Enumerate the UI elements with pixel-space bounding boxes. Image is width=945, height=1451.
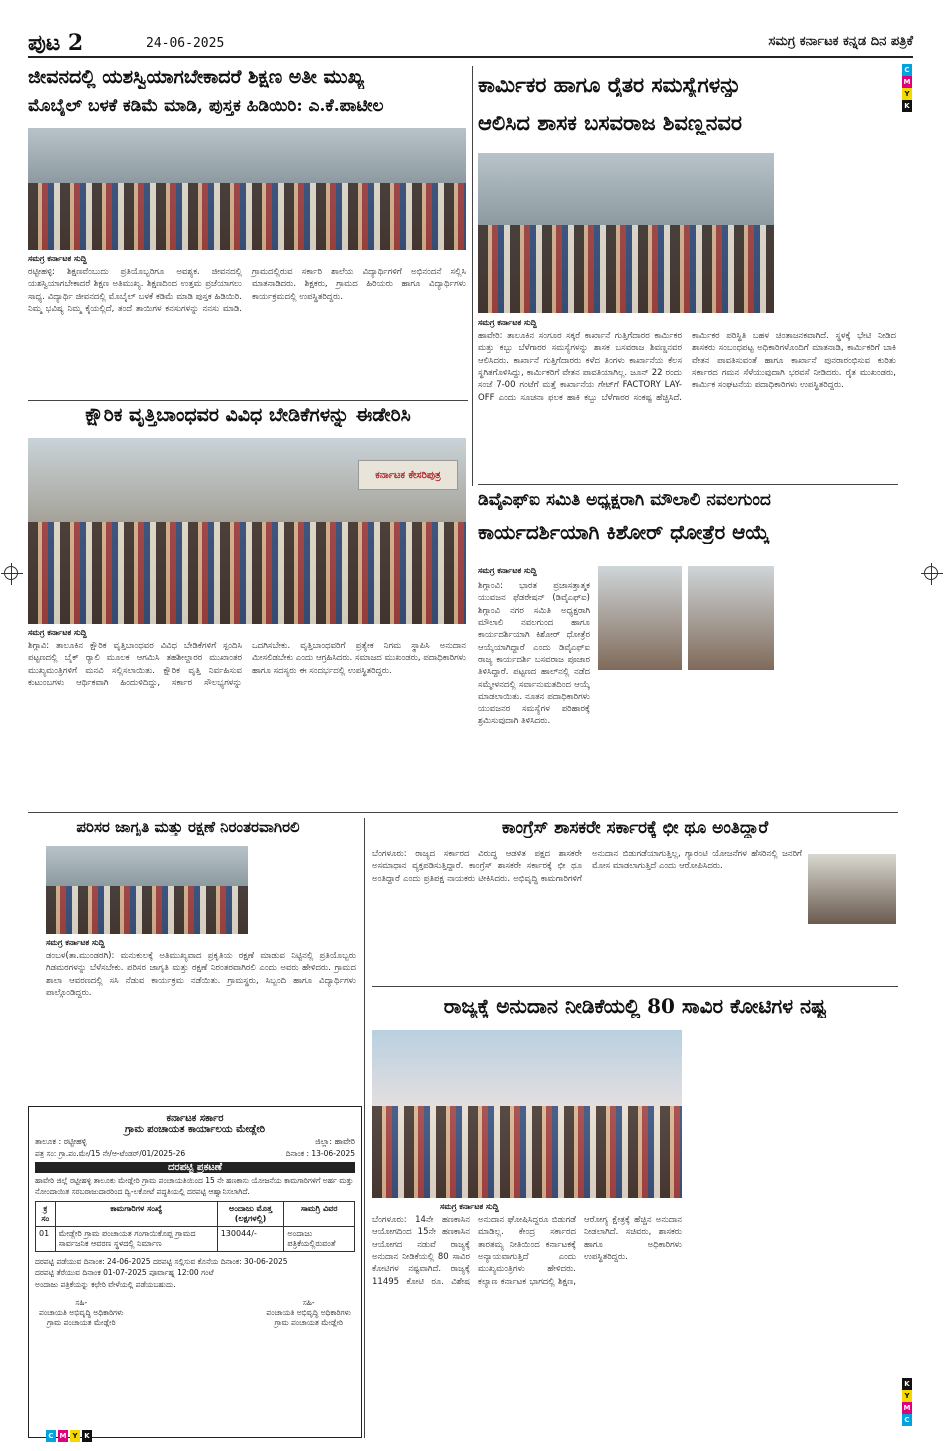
article-3-caption: ಸಮಗ್ರ ಕರ್ನಾಟಕ ಸುದ್ದಿ — [28, 628, 87, 637]
notice-district: ಜಿಲ್ಲಾ: ಹಾವೇರಿ — [315, 1137, 355, 1146]
cmyk-cyan-mark: C — [46, 1430, 56, 1442]
cmyk-magenta-mark: M — [903, 78, 911, 86]
article-4-subheadline: ಕಾರ್ಯದರ್ಶಿಯಾಗಿ ಕಿಶೋರ್ ಧೋತ್ರೆರ ಆಯ್ಕೆ — [478, 520, 770, 544]
tender-notice — [28, 1106, 362, 1438]
article-6-headline: ಕಾಂಗ್ರೆಸ್ ಶಾಸಕರೇ ಸರ್ಕಾರಕ್ಕೆ ಛೀ ಥೂ ಅಂತಿದ್ದಾರೆ — [501, 818, 769, 838]
registration-mark-icon — [4, 566, 18, 580]
signature-line: ಪಂಚಾಯತಿ ಅಭಿವೃದ್ಧಿ ಅಧಿಕಾರಿಗಳು — [39, 1307, 124, 1317]
newspaper-tagline: ಸಮಗ್ರ ಕರ್ನಾಟಕ ಕನ್ನಡ ದಿನ ಪತ್ರಿಕೆ — [768, 34, 913, 49]
portrait-2 — [688, 566, 774, 670]
cmyk-magenta-mark: M — [59, 1432, 67, 1440]
article-5-photo — [46, 846, 248, 934]
article-6-photo — [808, 854, 896, 924]
signature-line: ಸಹಿ- — [75, 1297, 88, 1307]
article-1-caption: ಸಮಗ್ರ ಕರ್ನಾಟಕ ಸುದ್ದಿ — [28, 254, 87, 263]
notice-title: ದರಪಟ್ಟಿ ಪ್ರಕಟಣೆ — [35, 1162, 355, 1173]
notice-date-line: ಅಂದಾಜು ಪತ್ರಿಕೆಯನ್ನು ಕಛೇರಿ ವೇಳೆಯಲ್ಲಿ ಪಡೆಯಬಹುದು. — [35, 1279, 176, 1289]
article-1-photo — [28, 128, 466, 250]
article-1-body: ರಟ್ಟೀಹಳ್ಳಿ: ಶಿಕ್ಷಣವೆಂಬುದು ಪ್ರತಿಯೊಬ್ಬರಿಗೂ ಅವಶ್ಯಕ. ಜೀವನದಲ್ಲಿ ಯಶಸ್ವಿಯಾಗಬೇಕಾದರೆ ಶಿಕ್ಷಣ ಅತಿಮುಖ್ಯ. ಶಿಕ್ಷಣದಿಂದ ಉತ್ತಮ ಪ್ರಜೆಯಾಗಲು ಸಾಧ್ಯ. ವಿದ್ಯಾರ್ಥಿ ಜೀವನದಲ್ಲಿ ಮೊಬೈಲ್ ಬಳಕೆ ಕಡಿಮೆ ಮಾಡಿ ಪುಸ್ತಕ ಹಿಡಿಯಿರಿ. ನಿಮ್ಮ ಭವಿಷ್ಯ ನಿಮ್ಮ ಕೈಯಲ್ಲಿದೆ, ತಂದೆ ತಾಯಿಗಳ ಕನಸುಗಳನ್ನು ನನಸು ಮಾಡಿ. ಗ್ರಾಮದಲ್ಲಿರುವ ಸರ್ಕಾರಿ ಶಾಲೆಯ ವಿದ್ಯಾರ್ಥಿಗಳಿಗೆ ಅಭಿನಂದನೆ ಸಲ್ಲಿಸಿ ಮಾತನಾಡಿದರು. ಶಿಕ್ಷಕರು, ಗ್ರಾಮದ ಹಿರಿಯರು ಹಾಗೂ ವಿದ್ಯಾರ್ಥಿಗಳು ಕಾರ್ಯಕ್ರಮದಲ್ಲಿ ಉಪಸ್ಥಿತರಿದ್ದರು. — [28, 267, 466, 314]
cmyk-magenta-mark: M — [903, 1404, 911, 1412]
notice-signatures — [29, 1290, 361, 1328]
notice-location-row — [29, 1135, 361, 1149]
table-header: ಕಾಮಗಾರಿಗಳ ಸಂಖ್ಯೆ — [55, 1202, 217, 1227]
portrait-1 — [598, 566, 682, 670]
article-7-photo — [372, 1030, 682, 1198]
cmyk-black-mark: K — [902, 100, 912, 112]
notice-ref-row — [29, 1149, 361, 1159]
article-4-headline: ಡಿವೈಎಫ್‌ಐ ಸಮಿತಿ ಅಧ್ಯಕ್ಷರಾಗಿ ಮೌಲಾಲಿ ನವಲಗುಂದ — [478, 490, 771, 510]
article-2-headline: ಕಾರ್ಮಿಕರ ಹಾಗೂ ರೈತರ ಸಮಸ್ಯೆಗಳನ್ನು — [478, 72, 742, 97]
article-5-body: ಡಂಬಳ(ತಾ.ಮುಂಡರಗಿ): ಮನುಕುಲಕ್ಕೆ ಅತಿಮುಖ್ಯವಾದ ಪ್ರಕೃತಿಯ ರಕ್ಷಣೆ ಮಾಡುವ ನಿಟ್ಟಿನಲ್ಲಿ ಪ್ರತಿಯೊಬ್ಬರು ಗಿಡಮರಗಳನ್ನು ಬೆಳೆಸಬೇಕು. ಪರಿಸರ ಜಾಗೃತಿ ಮತ್ತು ರಕ್ಷಣೆ ನಿರಂತರವಾಗಿರಲಿ ಎಂದು ಅವರು ಹೇಳಿದರು. ಗ್ರಾಮದ ಶಾಲಾ ಆವರಣದಲ್ಲಿ ಸಸಿ ನೆಡುವ ಕಾರ್ಯಕ್ರಮ ನಡೆಯಿತು. ಗ್ರಾಮಸ್ಥರು, ಸಿಬ್ಬಂದಿ ಹಾಗೂ ವಿದ್ಯಾರ್ಥಿಗಳು ಪಾಲ್ಗೊಂಡಿದ್ದರು. — [46, 951, 356, 998]
section-divider — [478, 484, 898, 485]
notice-date-line: ದರಪಟ್ಟಿ ತೆರೆಯುವ ದಿನಾಂಕ 01-07-2025 ಪೂರ್ವಾಹ್ನ 12:00 ಗಂಟೆ — [35, 1268, 214, 1278]
article-7-headline: ರಾಜ್ಯಕ್ಕೆ ಅನುದಾನ ನೀಡಿಕೆಯಲ್ಲಿ 80 ಸಾವಿರ ಕೋಟಿಗಳ ನಷ್ಟ — [443, 994, 827, 1018]
signature-line: ಗ್ರಾಮ ಪಂಚಾಯತ ಮೇಡ್ಲೇರಿ — [274, 1317, 343, 1327]
cmyk-black-mark: K — [902, 1378, 912, 1390]
article-4-caption: ಸಮಗ್ರ ಕರ್ನಾಟಕ ಸುದ್ದಿ — [478, 566, 537, 575]
article-2-subheadline: ಆಲಿಸಿದ ಶಾಸಕ ಬಸವರಾಜ ಶಿವಣ್ಣನವರ — [478, 110, 742, 135]
table-cell: 130044/- — [217, 1227, 284, 1252]
shop-sign: ಕರ್ನಾಟಕ ಕೇಸರಿಪುತ್ರ — [358, 460, 458, 490]
notice-date: ದಿನಾಂಕ : 13-06-2025 — [285, 1149, 355, 1158]
cmyk-cyan-mark: C — [902, 1414, 912, 1426]
article-7-caption: ಸಮಗ್ರ ಕರ್ನಾಟಕ ಸುದ್ದಿ — [440, 1202, 499, 1211]
table-cell: ಅಂದಾಜು ಪತ್ರಿಕೆಯಲ್ಲಿರುವಂತೆ — [284, 1227, 355, 1252]
cmyk-black-mark: K — [82, 1430, 92, 1442]
notice-intro: ಹಾವೇರಿ ಜಿಲ್ಲೆ ರಟ್ಟೀಹಳ್ಳಿ ತಾಲೂಕು ಮೇಡ್ಲೇರಿ ಗ್ರಾಮ ಪಂಚಾಯತಿಯಿಂದ 15 ನೇ ಹಣಕಾಸು ಯೋಜನೆಯ ಕಾಮಗಾರಿಗಳಿಗೆ ಅರ್ಹ ಮತ್ತು ನೋಂದಾಯಿತ ಸರಬರಾಜುದಾರರಿಂದ ದ್ವಿ-ಲಕೋಟೆ ಪದ್ಧತಿಯಲ್ಲಿ ದರಪಟ್ಟಿ ಆಹ್ವಾನಿಸಲಾಗಿದೆ. — [35, 1176, 354, 1196]
table-header: ಕ್ರ ಸಂ — [36, 1202, 56, 1227]
table-header: ಅಂದಾಜು ಮೊತ್ತ (ಲಕ್ಷಗಳಲ್ಲಿ) — [217, 1202, 284, 1227]
article-7-body: ಬೆಂಗಳೂರು: 14ನೇ ಹಣಕಾಸಿನ ಆಯೋಗದಿಂದ 15ನೇ ಹಣಕಾಸಿನ ಆಯೋಗದ ನಡುವೆ ರಾಜ್ಯಕ್ಕೆ ಅನುದಾನ ನೀಡಿಕೆಯಲ್ಲಿ 80 ಸಾವಿರ ಕೋಟಿಗಳ ನಷ್ಟವಾಗಿದೆ. ರಾಜ್ಯಕ್ಕೆ 11495 ಕೋಟಿ ರೂ. ವಿಶೇಷ ಅನುದಾನ ಘೋಷಿಸಿದ್ದರೂ ಬಿಡುಗಡೆ ಮಾಡಿಲ್ಲ. ಕೇಂದ್ರ ಸರ್ಕಾರದ ತಾರತಮ್ಯ ನೀತಿಯಿಂದ ಕರ್ನಾಟಕಕ್ಕೆ ಅನ್ಯಾಯವಾಗುತ್ತಿದೆ ಎಂದು ಮುಖ್ಯಮಂತ್ರಿಗಳು ಹೇಳಿದರು. ಕಲ್ಯಾಣ ಕರ್ನಾಟಕ ಭಾಗದಲ್ಲಿ ಶಿಕ್ಷಣ, ಆರೋಗ್ಯ ಕ್ಷೇತ್ರಕ್ಕೆ ಹೆಚ್ಚಿನ ಅನುದಾನ ನೀಡಲಾಗಿದೆ. ಸಚಿವರು, ಶಾಸಕರು ಹಾಗೂ ಅಧಿಕಾರಿಗಳು ಉಪಸ್ಥಿತರಿದ್ದರು. — [372, 1215, 682, 1287]
article-2-photo — [478, 153, 774, 313]
section-divider — [372, 986, 898, 987]
signature-line: ಗ್ರಾಮ ಪಂಚಾಯತ ಮೇಡ್ಲೇರಿ — [47, 1317, 116, 1327]
article-4-body: ಶಿಗ್ಗಾಂವಿ: ಭಾರತ ಪ್ರಜಾಸತ್ತಾತ್ಮಕ ಯುವಜನ ಫೆಡರೇಷನ್ (ಡಿವೈಎಫ್‌ಐ) ಶಿಗ್ಗಾಂವಿ ನಗರ ಸಮಿತಿ ಅಧ್ಯಕ್ಷರಾಗಿ ಮೌಲಾಲಿ ನವಲಗುಂದ ಹಾಗೂ ಕಾರ್ಯದರ್ಶಿಯಾಗಿ ಕಿಶೋರ್ ಧೋತ್ರೆರ ಆಯ್ಕೆಯಾಗಿದ್ದಾರೆ ಎಂದು ಡಿವೈಎಫ್‌ಐ ರಾಜ್ಯ ಕಾರ್ಯದರ್ಶಿ ಬಸವರಾಜ ಪೂಜಾರ ತಿಳಿಸಿದ್ದಾರೆ. ಪಟ್ಟಣದ ಹಾಲ್‌ನಲ್ಲಿ ನಡೆದ ಸಮ್ಮೇಳನದಲ್ಲಿ ಸರ್ವಾನುಮತದಿಂದ ಆಯ್ಕೆ ಮಾಡಲಾಯಿತು. ನೂತನ ಪದಾಧಿಕಾರಿಗಳು ಯುವಜನರ ಸಮಸ್ಯೆಗಳ ಪರಿಹಾರಕ್ಕೆ ಶ್ರಮಿಸುವುದಾಗಿ ತಿಳಿಸಿದರು. — [478, 581, 590, 727]
page-number: ಪುಟ 2 — [28, 30, 84, 56]
article-2-body: ಹಾವೇರಿ: ತಾಲೂಕಿನ ಸಂಗೂರ ಸಕ್ಕರೆ ಕಾರ್ಖಾನೆ ಗುತ್ತಿಗೆದಾರರ ಕಾರ್ಮಿಕರ ಮತ್ತು ಕಬ್ಬು ಬೆಳೆಗಾರರ ಸಮಸ್ಯೆಗಳನ್ನು ಶಾಸಕ ಬಸವರಾಜ ಶಿವಣ್ಣನವರ ಆಲಿಸಿದರು. ಕಾರ್ಖಾನೆ ಗುತ್ತಿಗೆದಾರರು ಕಳೆದ ತಿಂಗಳು ಕಾರ್ಖಾನೆಯ ಕೆಲಸ ಸ್ಥಗಿತಗೊಳಿಸಿದ್ದು, ಕಾರ್ಮಿಕರಿಗೆ ವೇತನ ಪಾವತಿಯಾಗಿಲ್ಲ. ಜೂನ್ 22 ರಂದು ಸಂಜೆ 7-00 ಗಂಟೆಗೆ ಮತ್ತೆ ಕಾರ್ಖಾನೆಯ ಗೇಟ್‌ಗೆ FACTORY LAY-OFF ಎಂದು ಸೂಚನಾ ಫಲಕ ಹಾಕಿ ಕಬ್ಬು ಬೆಳೆಗಾರರ ಸಂಕಷ್ಟ ಹೆಚ್ಚಿಸಿದೆ. ಕಾರ್ಮಿಕರ ಪರಿಸ್ಥಿತಿ ಬಹಳ ಚಿಂತಾಜನಕವಾಗಿದೆ. ಸ್ಥಳಕ್ಕೆ ಭೇಟಿ ನೀಡಿದ ಶಾಸಕರು ಸಂಬಂಧಪಟ್ಟ ಅಧಿಕಾರಿಗಳೊಂದಿಗೆ ಮಾತನಾಡಿ, ಕಾರ್ಮಿಕರಿಗೆ ಬಾಕಿ ವೇತನ ಪಾವತಿಸುವಂತೆ ಹಾಗೂ ಕಾರ್ಖಾನೆ ಪುನರಾರಂಭಿಸುವ ಕುರಿತು ಸರ್ಕಾರದ ಗಮನ ಸೆಳೆಯುವುದಾಗಿ ಭರವಸೆ ನೀಡಿದರು. ರೈತ ಮುಖಂಡರು, ಕಾರ್ಮಿಕ ಸಂಘಟನೆಯ ಪದಾಧಿಕಾರಿಗಳು ಉಪಸ್ಥಿತರಿದ್ದರು. — [478, 331, 896, 403]
article-2-body-sidebar — [780, 153, 898, 313]
table-cell: 01 — [36, 1227, 56, 1252]
notice-dates — [29, 1256, 361, 1290]
cmyk-cyan-mark: C — [902, 64, 912, 76]
signature-left — [39, 1298, 124, 1328]
article-4-body-cont — [598, 676, 898, 800]
table-row — [36, 1227, 355, 1252]
cmyk-yellow-mark: Y — [902, 1390, 912, 1402]
section-divider — [28, 400, 468, 401]
cmyk-yellow-mark: Y — [902, 88, 912, 100]
issue-date: 24-06-2025 — [146, 36, 225, 51]
column-divider — [364, 818, 365, 1438]
table-cell: ಮೇಡ್ಲೇರಿ ಗ್ರಾಮ ಪಂಚಾಯತ ಗಂಗಾಯಿಕೊಪ್ಪ ಗ್ರಾಮದ ಸಾರ್ವಜನಿಕ ಆವರಣ ಸ್ಥಳದಲ್ಲಿ ನಿರ್ಮಾಣ — [55, 1227, 217, 1252]
article-2-caption: ಸಮಗ್ರ ಕರ್ನಾಟಕ ಸುದ್ದಿ — [478, 318, 537, 327]
article-1-subheadline: ಮೊಬೈಲ್ ಬಳಕೆ ಕಡಿಮೆ ಮಾಡಿ, ಪುಸ್ತಕ ಹಿಡಿಯಿರಿ: ಎ.ಕೆ.ಪಾಟೀಲ — [28, 96, 384, 116]
article-1-headline: ಜೀವನದಲ್ಲಿ ಯಶಸ್ವಿಯಾಗಬೇಕಾದರೆ ಶಿಕ್ಷಣ ಅತೀ ಮುಖ್ಯ — [28, 66, 365, 88]
notice-date-line: ದರಪಟ್ಟಿ ಪಡೆಯುವ ದಿನಾಂಕ: 24-06-2025 ದರಪಟ್ಟಿ ಸಲ್ಲಿಸುವ ಕೊನೆಯ ದಿನಾಂಕ: 30-06-2025 — [35, 1257, 288, 1266]
section-divider — [28, 812, 898, 813]
table-header: ಸಾಮಗ್ರಿ ವಿವರ — [284, 1202, 355, 1227]
signature-line: ಪಂಚಾಯತಿ ಅಭಿವೃದ್ಧಿ ಅಧಿಕಾರಿಗಳು — [266, 1307, 351, 1317]
notice-taluk: ತಾಲೂಕ : ರಟ್ಟೀಹಳ್ಳಿ — [35, 1137, 87, 1146]
article-7-body-cont — [690, 1030, 898, 1438]
notice-ref: ಪತ್ರ ಸಂ: ಗ್ರಾ.ಪಂ.ಮೇ/15 ನೇ/ಆ-ಟೆಂಡರ್/01/2025-26 — [35, 1149, 186, 1158]
registration-mark-icon — [924, 566, 938, 580]
article-3-body: ಶಿಗ್ಗಾವಿ: ತಾಲೂಕಿನ ಕ್ಷೌರಿಕ ವೃತ್ತಿಬಾಂಧವರ ವಿವಿಧ ಬೇಡಿಕೆಗಳಿಗೆ ಸ್ಪಂದಿಸಿ ಪಟ್ಟಣದಲ್ಲಿ ಬೈಕ್ ರ‍್ಯಾಲಿ ಮೂಲಕ ಆಗಮಿಸಿ ತಹಶೀಲ್ದಾರರ ಮುಖಾಂತರ ಮುಖ್ಯಮಂತ್ರಿಗಳಿಗೆ ಮನವಿ ಸಲ್ಲಿಸಲಾಯಿತು. ಕ್ಷೌರಿಕ ವೃತ್ತಿ ನಿರ್ವಹಿಸುವ ಕುಟುಂಬಗಳು ಆರ್ಥಿಕವಾಗಿ ಹಿಂದುಳಿದಿದ್ದು, ಸರ್ಕಾರ ಸೌಲಭ್ಯಗಳನ್ನು ಒದಗಿಸಬೇಕು. ವೃತ್ತಿಬಾಂಧವರಿಗೆ ಪ್ರತ್ಯೇಕ ನಿಗಮ ಸ್ಥಾಪಿಸಿ ಅನುದಾನ ಮೀಸಲಿಡಬೇಕು ಎಂದು ಆಗ್ರಹಿಸಿದರು. ಸಮಾಜದ ಮುಖಂಡರು, ಪದಾಧಿಕಾರಿಗಳು ಹಾಗೂ ಸದಸ್ಯರು ಈ ಸಂದರ್ಭದಲ್ಲಿ ಉಪಸ್ಥಿತರಿದ್ದರು. — [28, 641, 466, 688]
notice-table — [35, 1201, 355, 1252]
signature-right — [266, 1298, 351, 1328]
article-6-body: ಬೆಂಗಳೂರು: ರಾಜ್ಯದ ಸರ್ಕಾರದ ವಿರುದ್ಧ ಆಡಳಿತ ಪಕ್ಷದ ಶಾಸಕರೇ ಅಸಮಾಧಾನ ವ್ಯಕ್ತಪಡಿಸುತ್ತಿದ್ದಾರೆ. ಕಾಂಗ್ರೆಸ್ ಶಾಸಕರೇ ಸರ್ಕಾರಕ್ಕೆ ಛೀ ಥೂ ಅಂತಿದ್ದಾರೆ ಎಂದು ಪ್ರತಿಪಕ್ಷ ನಾಯಕರು ಟೀಕಿಸಿದರು. ಅಭಿವೃದ್ಧಿ ಕಾಮಗಾರಿಗಳಿಗೆ ಅನುದಾನ ಬಿಡುಗಡೆಯಾಗುತ್ತಿಲ್ಲ, ಗ್ಯಾರಂಟಿ ಯೋಜನೆಗಳ ಹೆಸರಿನಲ್ಲಿ ಜನರಿಗೆ ಮೋಸ ಮಾಡಲಾಗುತ್ತಿದೆ ಎಂದು ಆರೋಪಿಸಿದರು. — [372, 849, 802, 884]
notice-office: ಗ್ರಾಮ ಪಂಚಾಯತ ಕಾರ್ಯಾಲಯ ಮೇಡ್ಲೇರಿ — [124, 1124, 266, 1135]
article-3-photo — [28, 438, 466, 624]
column-divider — [472, 66, 473, 486]
masthead — [28, 28, 913, 58]
notice-government: ಕರ್ನಾಟಕ ಸರ್ಕಾರ — [166, 1113, 224, 1124]
article-3-headline: ಕ್ಷೌರಿಕ ವೃತ್ತಿಬಾಂಧವರ ವಿವಿಧ ಬೇಡಿಕೆಗಳನ್ನು ಈಡೇರಿಸಿ — [85, 404, 411, 426]
cmyk-yellow-mark: Y — [70, 1430, 80, 1442]
article-5-headline: ಪರಿಸರ ಜಾಗೃತಿ ಮತ್ತು ರಕ್ಷಣೆ ನಿರಂತರವಾಗಿರಲಿ — [76, 818, 300, 836]
signature-line: ಸಹಿ- — [302, 1297, 315, 1307]
article-5-caption: ಸಮಗ್ರ ಕರ್ನಾಟಕ ಸುದ್ದಿ — [46, 938, 105, 947]
